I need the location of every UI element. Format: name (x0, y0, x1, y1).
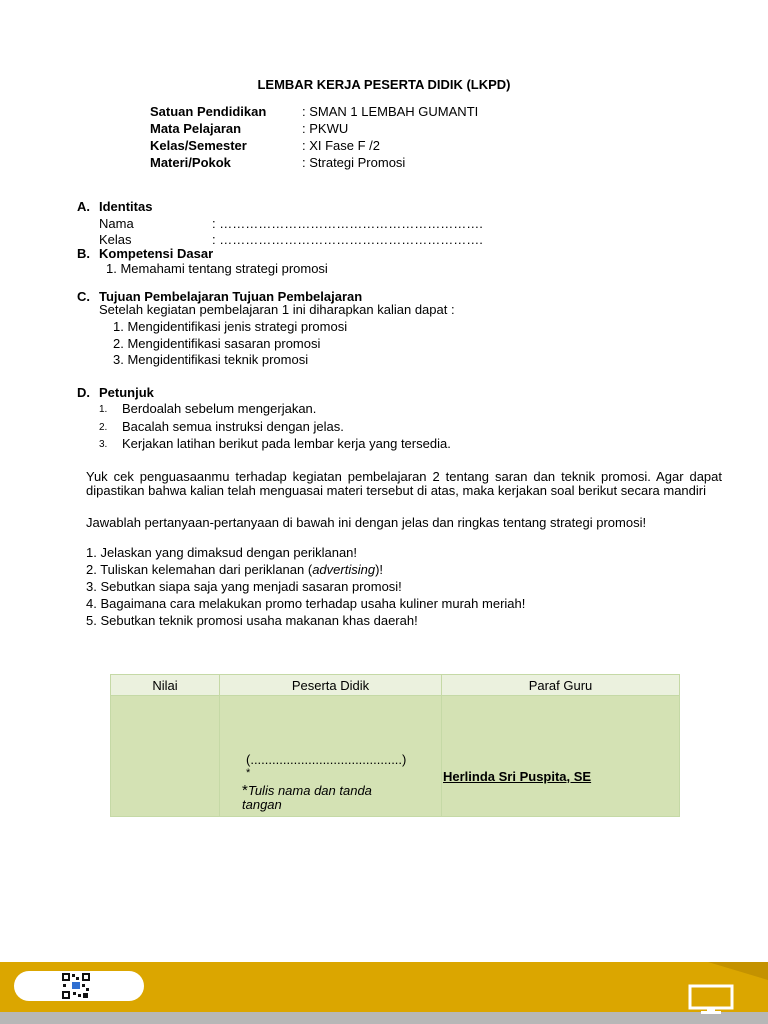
section-c-title: Tujuan Pembelajaran Tujuan Pembelajaran (99, 289, 363, 304)
header-nilai: Nilai (111, 675, 220, 696)
header-paraf-guru: Paraf Guru (442, 675, 680, 696)
grade-table (110, 674, 680, 817)
meta-value-satuan: : SMAN 1 LEMBAH GUMANTI (302, 104, 479, 119)
question-2-suffix: )! (375, 562, 384, 577)
note-text: Tulis nama dan tanda (247, 783, 372, 798)
field-nama-line[interactable]: : ……………………………………………………. (212, 216, 483, 231)
question-item: 4. Bagaimana cara melakukan promo terhadap usaha kuliner murah meriah! (86, 596, 526, 611)
qr-code-icon[interactable] (61, 972, 91, 1000)
question-item (86, 562, 383, 577)
section-c-letter: C. (77, 289, 90, 304)
section-b-letter: B. (77, 246, 90, 261)
note-text-line2: tangan (242, 797, 282, 812)
section-a-title: Identitas (99, 199, 153, 214)
section-b-title: Kompetensi Dasar (99, 246, 214, 261)
meta-value-materi: : Strategi Promosi (302, 155, 406, 170)
question-2-prefix: 2. Tuliskan kelemahan dari periklanan ( (86, 562, 313, 577)
section-d-title: Petunjuk (99, 385, 154, 400)
question-item: 3. Sebutkan siapa saja yang menjadi sasaran promosi! (86, 579, 402, 594)
meta-key-mapel: Mata Pelajaran (150, 121, 242, 136)
meta-key-satuan: Satuan Pendidikan (150, 104, 267, 119)
question-2-italic: advertising (312, 562, 376, 577)
field-kelas-line[interactable]: : ……………………………………………………. (212, 232, 483, 247)
petunjuk-number: 2. (99, 422, 108, 433)
signature-line: (..........................................) (246, 752, 407, 767)
intro-paragraph: Yuk cek penguasaanmu terhadap kegiatan pembelajaran 2 tentang saran dan teknik promosi. Agar dapat dipastikan bahwa kalian telah menguasai materi tersebut di atas, maka kerjakan soal berikut secara mandiri (86, 469, 722, 498)
meta-key-kelas: Kelas/Semester (150, 138, 247, 153)
petunjuk-number: 1. (99, 404, 108, 415)
petunjuk-item: Bacalah semua instruksi dengan jelas. (122, 419, 344, 434)
note-asterisk: * (242, 782, 248, 799)
field-kelas-label: Kelas (99, 232, 132, 247)
cell-paraf-guru[interactable] (442, 696, 680, 817)
meta-key-materi: Materi/Pokok (150, 155, 231, 170)
kd-item: 1. Memahami tentang strategi promosi (106, 261, 328, 276)
header-peserta-didik: Peserta Didik (220, 675, 442, 696)
signature-asterisk: * (246, 767, 251, 779)
tujuan-item: 2. Mengidentifikasi sasaran promosi (113, 336, 321, 351)
tujuan-intro: Setelah kegiatan pembelajaran 1 ini diharapkan kalian dapat : (99, 302, 455, 317)
monitor-icon[interactable] (688, 984, 734, 1014)
page-title: LEMBAR KERJA PESERTA DIDIK (LKPD) (257, 77, 511, 92)
field-nama-label: Nama (99, 216, 134, 231)
section-a-letter: A. (77, 199, 90, 214)
question-item: 5. Sebutkan teknik promosi usaha makanan khas daerah! (86, 613, 418, 628)
section-d-letter: D. (77, 385, 90, 400)
petunjuk-item: Berdoalah sebelum mengerjakan. (122, 401, 317, 416)
footer-bottom-strip (0, 1012, 768, 1024)
instruction-paragraph: Jawablah pertanyaan-pertanyaan di bawah ini dengan jelas dan ringkas tentang strategi promosi! (86, 515, 647, 530)
tujuan-item: 1. Mengidentifikasi jenis strategi promosi (113, 319, 348, 334)
teacher-name: Herlinda Sri Puspita, SE (443, 769, 592, 784)
meta-value-mapel: : PKWU (302, 121, 349, 136)
footer-corner (708, 962, 768, 980)
signature-note (242, 784, 372, 812)
cell-peserta-didik[interactable] (220, 696, 442, 817)
petunjuk-item: Kerjakan latihan berikut pada lembar kerja yang tersedia. (122, 436, 451, 451)
meta-value-kelas: : XI Fase F /2 (302, 138, 381, 153)
tujuan-item: 3. Mengidentifikasi teknik promosi (113, 352, 309, 367)
petunjuk-number: 3. (99, 439, 108, 450)
question-item: 1. Jelaskan yang dimaksud dengan periklanan! (86, 545, 358, 560)
cell-nilai[interactable] (111, 696, 220, 817)
